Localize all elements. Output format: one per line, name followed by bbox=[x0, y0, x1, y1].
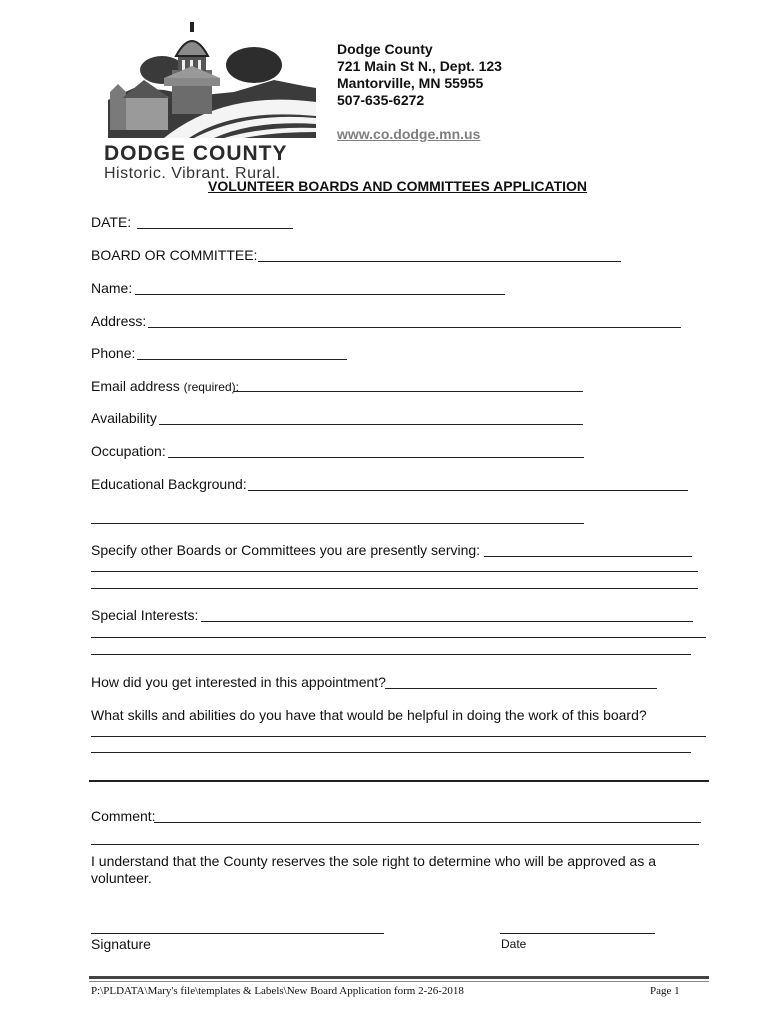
email-field[interactable] bbox=[233, 391, 583, 392]
other-boards-field-line-3[interactable] bbox=[91, 588, 698, 589]
interest-field[interactable] bbox=[385, 688, 657, 689]
special-interests-field[interactable] bbox=[201, 621, 693, 622]
occupation-label: Occupation: bbox=[91, 443, 166, 459]
comment-field-line-2[interactable] bbox=[91, 844, 699, 845]
skills-field[interactable] bbox=[91, 736, 706, 737]
courthouse-logo-icon bbox=[104, 20, 319, 140]
board-field[interactable] bbox=[258, 261, 621, 262]
website-link[interactable]: www.co.dodge.mn.us bbox=[337, 126, 481, 142]
footer-rule-thin bbox=[89, 981, 709, 982]
date-label: DATE: bbox=[91, 214, 132, 230]
special-interests-field-line-2[interactable] bbox=[91, 637, 706, 638]
skills-field-line-2[interactable] bbox=[91, 752, 691, 753]
name-label: Name: bbox=[91, 280, 133, 296]
city-state-zip: Mantorville, MN 55955 bbox=[337, 75, 484, 91]
name-field[interactable] bbox=[135, 294, 505, 295]
street-address: 721 Main St N., Dept. 123 bbox=[337, 58, 502, 74]
board-label: BOARD OR COMMITTEE: bbox=[91, 247, 258, 263]
footer-file-path: P:\PLDATA\Mary's file\templates & Labels\New Board Application form 2-26-2018 bbox=[91, 985, 464, 997]
address-field[interactable] bbox=[148, 327, 681, 328]
availability-label: Availability bbox=[91, 410, 157, 426]
form-title: VOLUNTEER BOARDS AND COMMITTEES APPLICATION bbox=[208, 178, 588, 194]
signature-label: Signature bbox=[91, 936, 151, 952]
education-label: Educational Background: bbox=[91, 476, 247, 492]
footer-rule bbox=[89, 976, 709, 979]
education-field[interactable] bbox=[248, 490, 688, 491]
other-boards-field[interactable] bbox=[484, 556, 692, 557]
phone-field[interactable] bbox=[137, 359, 347, 360]
org-name: Dodge County bbox=[337, 41, 433, 57]
signature-date-label: Date bbox=[501, 937, 527, 951]
occupation-field[interactable] bbox=[168, 457, 584, 458]
county-logo bbox=[104, 20, 319, 182]
comment-label: Comment: bbox=[91, 808, 156, 824]
availability-field[interactable] bbox=[159, 424, 583, 425]
phone-number: 507-635-6272 bbox=[337, 92, 425, 108]
footer-page-number: Page 1 bbox=[650, 985, 680, 997]
special-interests-field-line-3[interactable] bbox=[91, 654, 691, 655]
email-required-note: (required): bbox=[183, 380, 239, 394]
email-label bbox=[91, 378, 239, 396]
comment-field[interactable] bbox=[154, 822, 701, 823]
logo-name: DODGE COUNTY bbox=[104, 142, 288, 165]
date-field[interactable] bbox=[137, 228, 293, 229]
section-divider bbox=[89, 780, 709, 782]
special-interests-label: Special Interests: bbox=[91, 607, 199, 623]
skills-label: What skills and abilities do you have that would be helpful in doing the work of this board? bbox=[91, 707, 647, 723]
email-label-text: Email address bbox=[91, 378, 180, 394]
approval-statement: I understand that the County reserves the sole right to determine who will be approved as a volunteer. bbox=[91, 853, 656, 886]
phone-label: Phone: bbox=[91, 345, 136, 361]
other-boards-field-line-2[interactable] bbox=[91, 571, 698, 572]
education-field-line-2[interactable] bbox=[91, 523, 584, 524]
signature-date-field[interactable] bbox=[500, 933, 655, 934]
address-label: Address: bbox=[91, 313, 147, 329]
other-boards-label: Specify other Boards or Committees you are presently serving: bbox=[91, 542, 481, 558]
logo-tagline: Historic. Vibrant. Rural. bbox=[104, 165, 281, 182]
signature-field[interactable] bbox=[91, 933, 384, 934]
interest-label: How did you get interested in this appointment? bbox=[91, 674, 386, 690]
